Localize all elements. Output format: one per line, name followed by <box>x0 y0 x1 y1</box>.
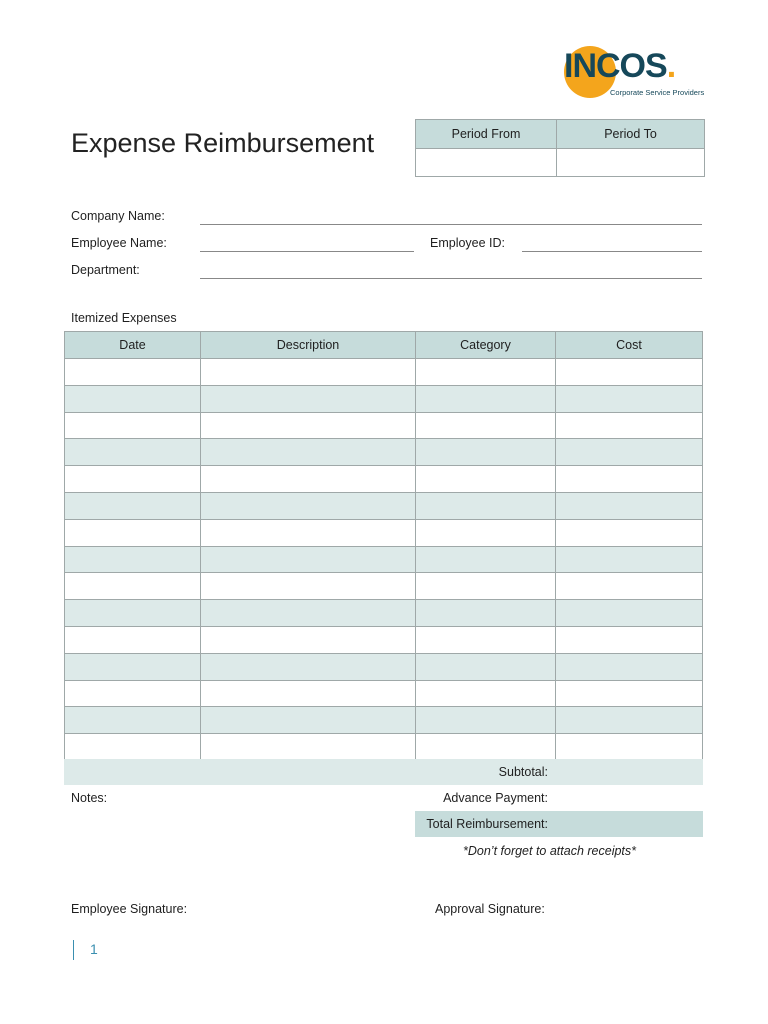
approval-signature-label: Approval Signature: <box>435 902 545 916</box>
cost-cell[interactable] <box>556 573 703 600</box>
cost-cell[interactable] <box>556 734 703 761</box>
date-cell[interactable] <box>65 359 201 386</box>
description-cell[interactable] <box>201 734 416 761</box>
cost-cell[interactable] <box>556 653 703 680</box>
column-header-description: Description <box>201 332 416 359</box>
category-cell[interactable] <box>416 600 556 627</box>
logo-tagline: Corporate Service Providers <box>610 88 705 97</box>
employee-signature-label: Employee Signature: <box>71 902 188 916</box>
column-header-cost: Cost <box>556 332 703 359</box>
cost-cell[interactable] <box>556 439 703 466</box>
date-cell[interactable] <box>65 519 201 546</box>
date-cell[interactable] <box>65 680 201 707</box>
cost-cell[interactable] <box>556 385 703 412</box>
date-cell[interactable] <box>65 707 201 734</box>
description-cell[interactable] <box>201 412 416 439</box>
expense-table <box>64 331 703 761</box>
cost-cell[interactable] <box>556 359 703 386</box>
date-cell[interactable] <box>65 573 201 600</box>
advance-payment-label: Advance Payment: <box>443 791 548 805</box>
table-row <box>65 653 703 680</box>
date-cell[interactable] <box>65 492 201 519</box>
table-row <box>65 734 703 761</box>
table-row <box>65 519 703 546</box>
date-cell[interactable] <box>65 412 201 439</box>
period-to-field[interactable] <box>557 149 705 177</box>
period-to-header: Period To <box>557 120 705 149</box>
subtotal-value[interactable] <box>556 759 702 785</box>
category-cell[interactable] <box>416 680 556 707</box>
description-cell[interactable] <box>201 519 416 546</box>
date-cell[interactable] <box>65 600 201 627</box>
category-cell[interactable] <box>416 653 556 680</box>
employee-id-label: Employee ID: <box>430 236 506 250</box>
table-row <box>65 412 703 439</box>
date-cell[interactable] <box>65 439 201 466</box>
column-header-category: Category <box>416 332 556 359</box>
itemized-expenses-heading: Itemized Expenses <box>71 311 177 325</box>
description-cell[interactable] <box>201 439 416 466</box>
category-cell[interactable] <box>416 412 556 439</box>
category-cell[interactable] <box>416 707 556 734</box>
description-cell[interactable] <box>201 680 416 707</box>
category-cell[interactable] <box>416 439 556 466</box>
cost-cell[interactable] <box>556 600 703 627</box>
category-cell[interactable] <box>416 546 556 573</box>
table-row <box>65 680 703 707</box>
total-reimbursement-label: Total Reimbursement: <box>426 817 548 831</box>
cost-cell[interactable] <box>556 519 703 546</box>
cost-cell[interactable] <box>556 626 703 653</box>
cost-cell[interactable] <box>556 680 703 707</box>
company-name-field[interactable] <box>200 224 702 225</box>
company-logo <box>560 44 710 100</box>
department-label: Department: <box>71 263 140 277</box>
description-cell[interactable] <box>201 653 416 680</box>
category-cell[interactable] <box>416 573 556 600</box>
category-cell[interactable] <box>416 385 556 412</box>
page-number-divider <box>73 940 74 960</box>
advance-payment-value[interactable] <box>556 785 702 811</box>
cost-cell[interactable] <box>556 707 703 734</box>
employee-name-field[interactable] <box>200 251 414 252</box>
table-row <box>65 359 703 386</box>
cost-cell[interactable] <box>556 412 703 439</box>
page-title: Expense Reimbursement <box>71 128 375 158</box>
total-reimbursement-value[interactable] <box>556 811 702 837</box>
period-table <box>415 119 705 177</box>
date-cell[interactable] <box>65 626 201 653</box>
table-row <box>65 439 703 466</box>
category-cell[interactable] <box>416 466 556 493</box>
date-cell[interactable] <box>65 734 201 761</box>
description-cell[interactable] <box>201 359 416 386</box>
cost-cell[interactable] <box>556 466 703 493</box>
description-cell[interactable] <box>201 385 416 412</box>
table-row <box>65 707 703 734</box>
date-cell[interactable] <box>65 653 201 680</box>
notes-label: Notes: <box>71 791 108 805</box>
category-cell[interactable] <box>416 519 556 546</box>
cost-cell[interactable] <box>556 492 703 519</box>
description-cell[interactable] <box>201 626 416 653</box>
description-cell[interactable] <box>201 546 416 573</box>
description-cell[interactable] <box>201 707 416 734</box>
page-number: 1 <box>90 941 98 957</box>
table-row <box>65 600 703 627</box>
table-row <box>65 492 703 519</box>
date-cell[interactable] <box>65 546 201 573</box>
table-row <box>65 573 703 600</box>
category-cell[interactable] <box>416 734 556 761</box>
date-cell[interactable] <box>65 466 201 493</box>
employee-id-field[interactable] <box>522 251 702 252</box>
table-row <box>65 466 703 493</box>
table-row <box>65 546 703 573</box>
department-field[interactable] <box>200 278 702 279</box>
description-cell[interactable] <box>201 600 416 627</box>
employee-name-label: Employee Name: <box>71 236 167 250</box>
company-name-label: Company Name: <box>71 209 165 223</box>
logo-wordmark: INCOS. <box>564 47 676 85</box>
description-cell[interactable] <box>201 573 416 600</box>
description-cell[interactable] <box>201 466 416 493</box>
period-from-header: Period From <box>416 120 557 149</box>
table-row <box>65 626 703 653</box>
table-row <box>65 385 703 412</box>
category-cell[interactable] <box>416 626 556 653</box>
category-cell[interactable] <box>416 492 556 519</box>
category-cell[interactable] <box>416 359 556 386</box>
description-cell[interactable] <box>201 492 416 519</box>
receipt-reminder: *Don’t forget to attach receipts* <box>463 844 637 858</box>
column-header-date: Date <box>65 332 201 359</box>
cost-cell[interactable] <box>556 546 703 573</box>
date-cell[interactable] <box>65 385 201 412</box>
period-from-field[interactable] <box>416 149 557 177</box>
subtotal-label: Subtotal: <box>498 765 548 779</box>
